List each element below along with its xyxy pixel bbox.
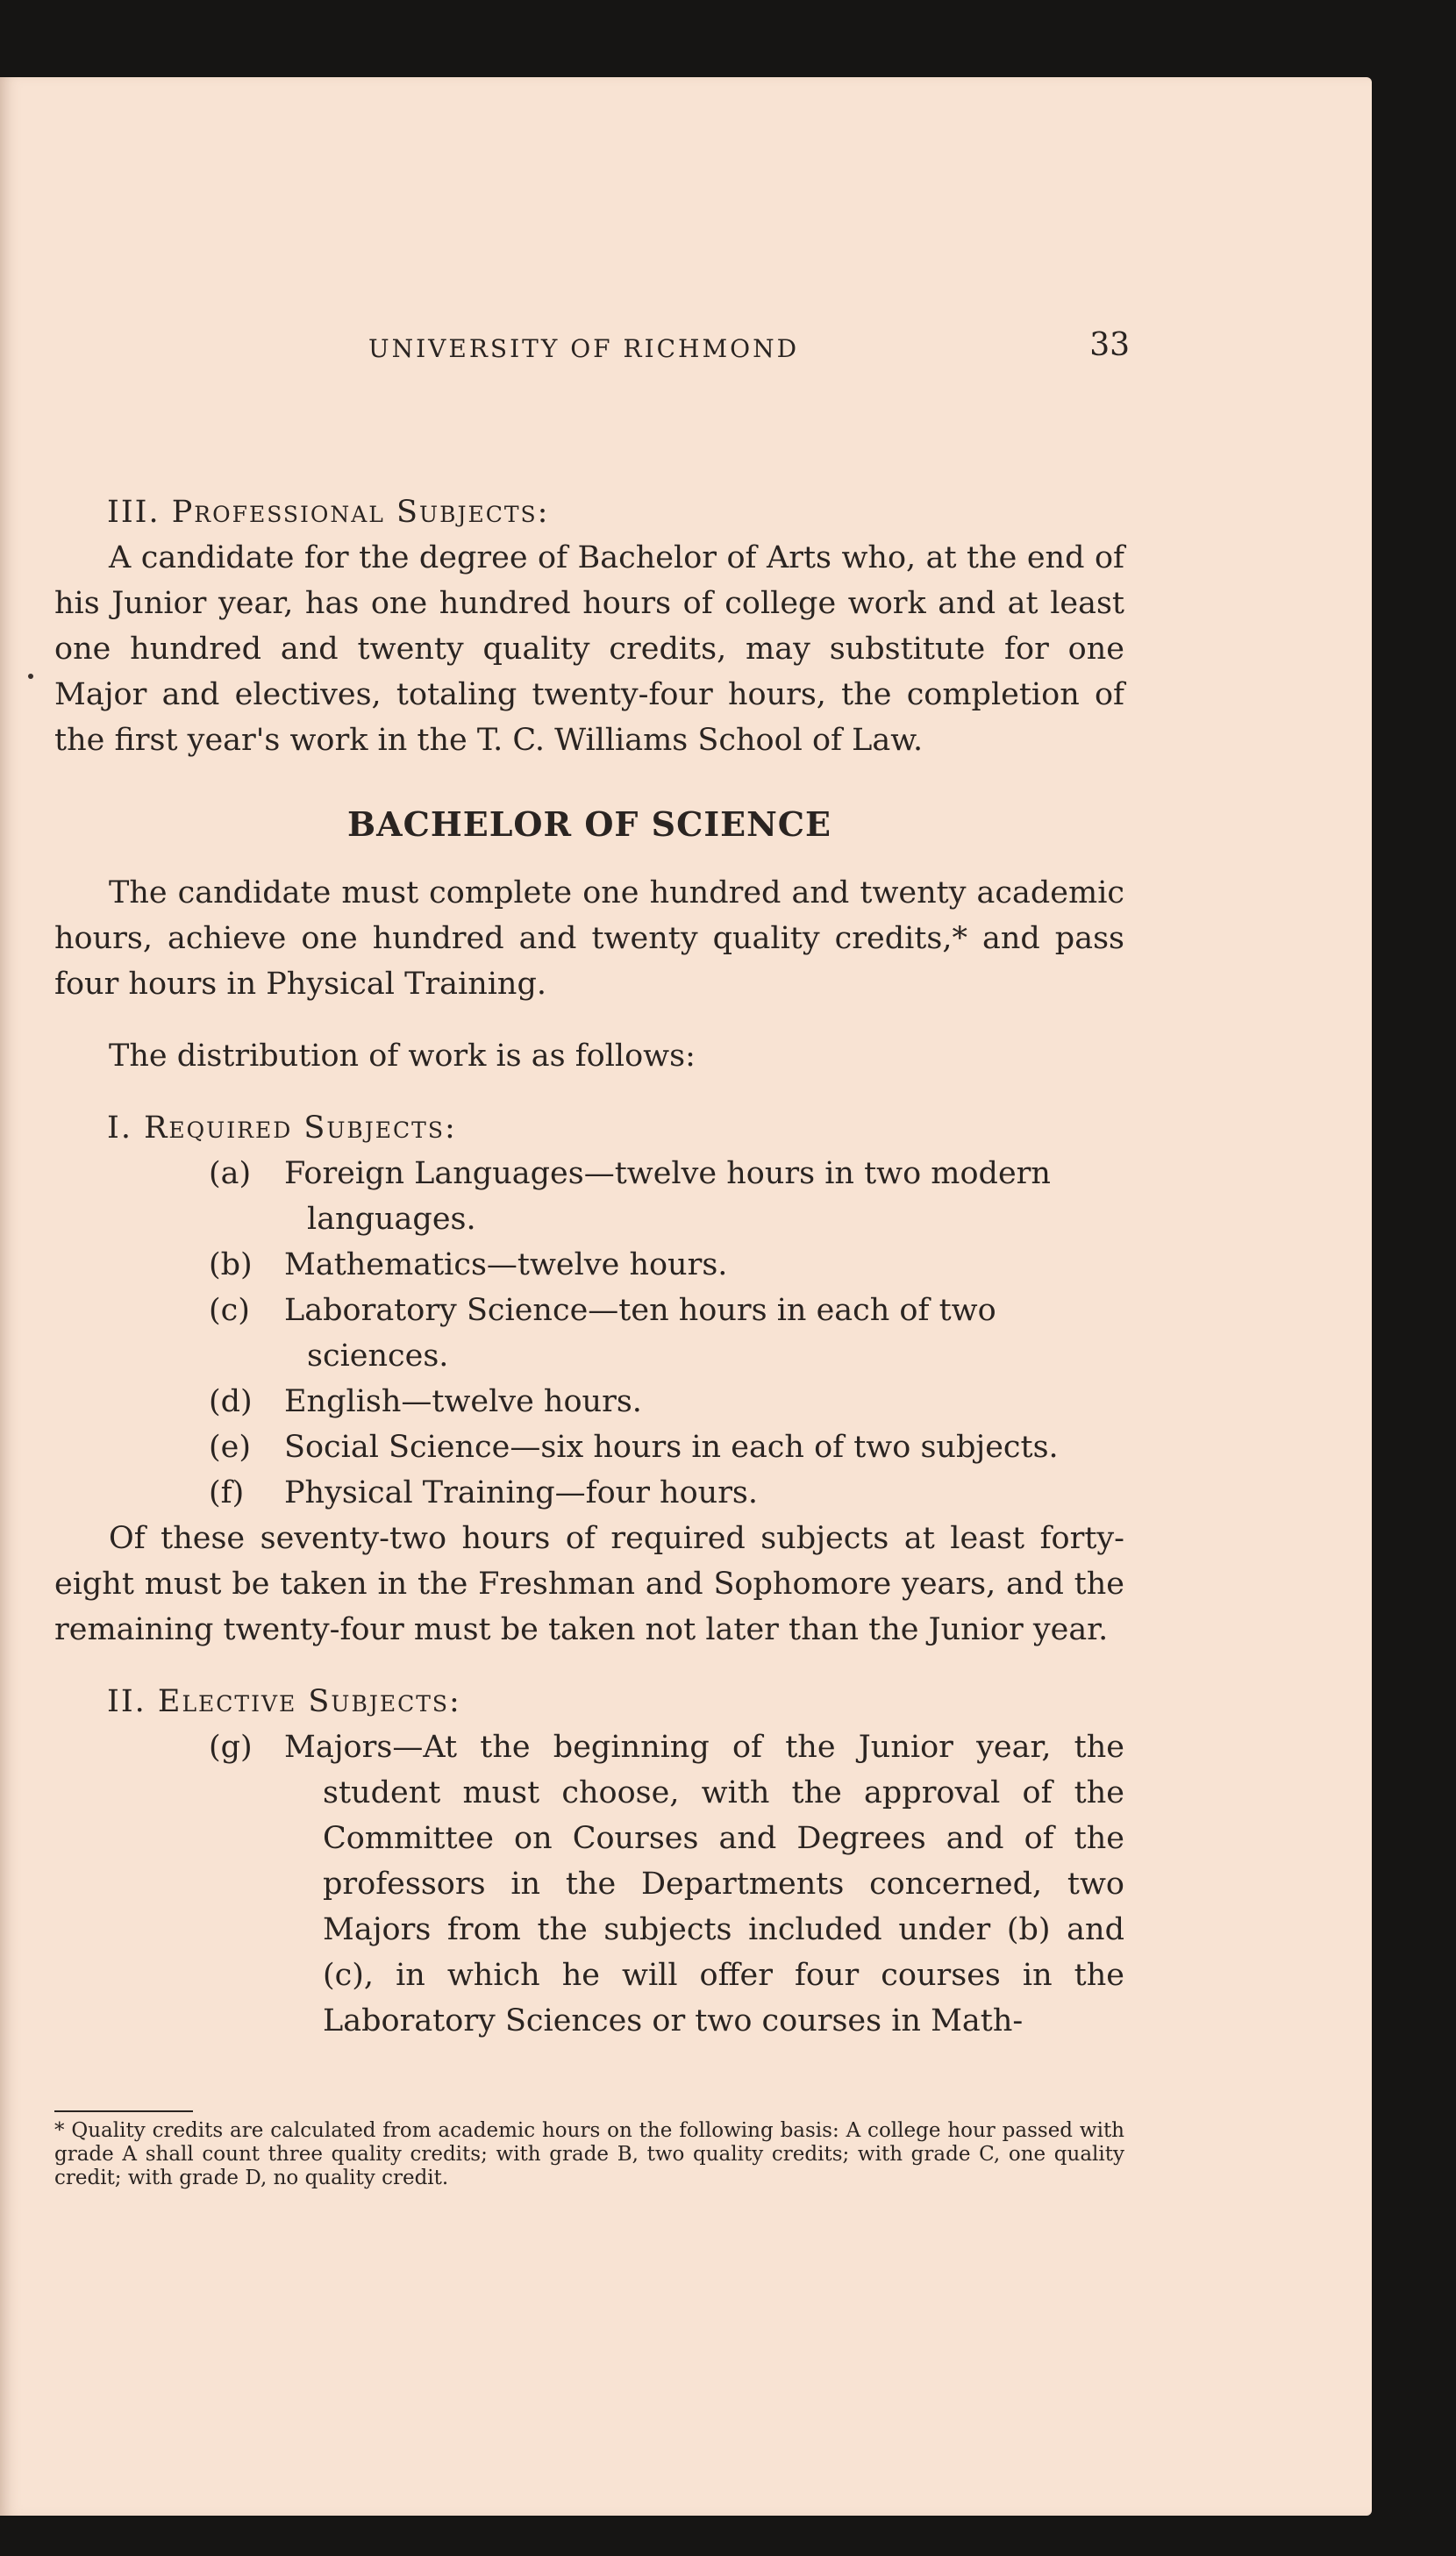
- margin-speck: [28, 674, 33, 679]
- item-text: Mathematics—twelve hours.: [284, 1247, 728, 1282]
- paragraph-professional: A candidate for the degree of Bachelor of Arts who, at the end of his Junior year, has one hundred hours of college work and at least one hundred and twenty quality credits, may substitute for one Major and electives, totaling twenty-four hours, the completion of the first year's work in the T. C. Williams School of Law.: [54, 540, 1124, 758]
- heading-bachelor-of-science: BACHELOR OF SCIENCE: [346, 804, 832, 844]
- paragraph-distribution: The distribution of work is as follows:: [109, 1039, 696, 1074]
- list-item: [209, 1424, 1124, 1470]
- list-item: [209, 1470, 1124, 1516]
- section-label-required: I. Required Subjects:: [107, 1110, 457, 1146]
- item-text: Laboratory Science—ten hours in each of two: [284, 1293, 996, 1328]
- item-tag: (c): [209, 1293, 250, 1328]
- list-item: [209, 1242, 1124, 1288]
- section-label-professional: III. Professional Subjects:: [107, 495, 550, 530]
- section-label-elective: II. Elective Subjects:: [107, 1684, 461, 1719]
- item-continuation: sciences.: [307, 1339, 449, 1374]
- list-item: [209, 1151, 1124, 1242]
- page-body: [54, 489, 1124, 2044]
- elective-list: [209, 1724, 1124, 2044]
- list-item: [209, 1379, 1124, 1424]
- footnote: * Quality credits are calculated from academic hours on the following basis: A college hour passed with grade A shall count three quality credits; with grade B, two quality credits; with grade C, one quality credit; with grade D, no quality credit.: [54, 2119, 1124, 2189]
- page-number: 33: [1089, 327, 1130, 363]
- item-tag: (e): [209, 1430, 252, 1465]
- paragraph-required-note: Of these seventy-two hours of required subjects at least forty-eight must be taken in the Freshman and Sophomore years, and the remaining twenty-four must be taken not later than the Junior year.: [54, 1521, 1124, 1647]
- footnote-rule: [54, 2110, 193, 2112]
- item-tag: (b): [209, 1247, 253, 1282]
- item-tag: (a): [209, 1156, 252, 1191]
- required-list: [209, 1151, 1124, 1516]
- book-page: [0, 77, 1372, 2516]
- item-continuation: languages.: [307, 1202, 476, 1237]
- item-tag: (f): [209, 1475, 245, 1510]
- list-item: [209, 1288, 1124, 1379]
- item-text: Majors—At the beginning of the Junior year, the student must choose, with the approval of the Committee on Courses and Degrees and of the professors in the Departments concerned, two Majors from the subjects included under (b) and (c), in which he will offer four courses in the Laboratory Sciences or two courses in Math-: [284, 1730, 1124, 2038]
- item-text: English—twelve hours.: [284, 1384, 642, 1419]
- item-text: Foreign Languages—twelve hours in two modern: [284, 1156, 1051, 1191]
- list-item: [209, 1724, 1124, 2044]
- item-tag: (d): [209, 1384, 253, 1419]
- running-title: UNIVERSITY OF RICHMOND: [368, 334, 800, 363]
- paragraph-bs-intro: The candidate must complete one hundred and twenty academic hours, achieve one hundred and twenty quality credits,* and pass four hours in Physical Training.: [54, 875, 1124, 1002]
- item-tag: (g): [209, 1730, 253, 1765]
- item-text: Social Science—six hours in each of two subjects.: [284, 1430, 1059, 1465]
- item-text: Physical Training—four hours.: [284, 1475, 759, 1510]
